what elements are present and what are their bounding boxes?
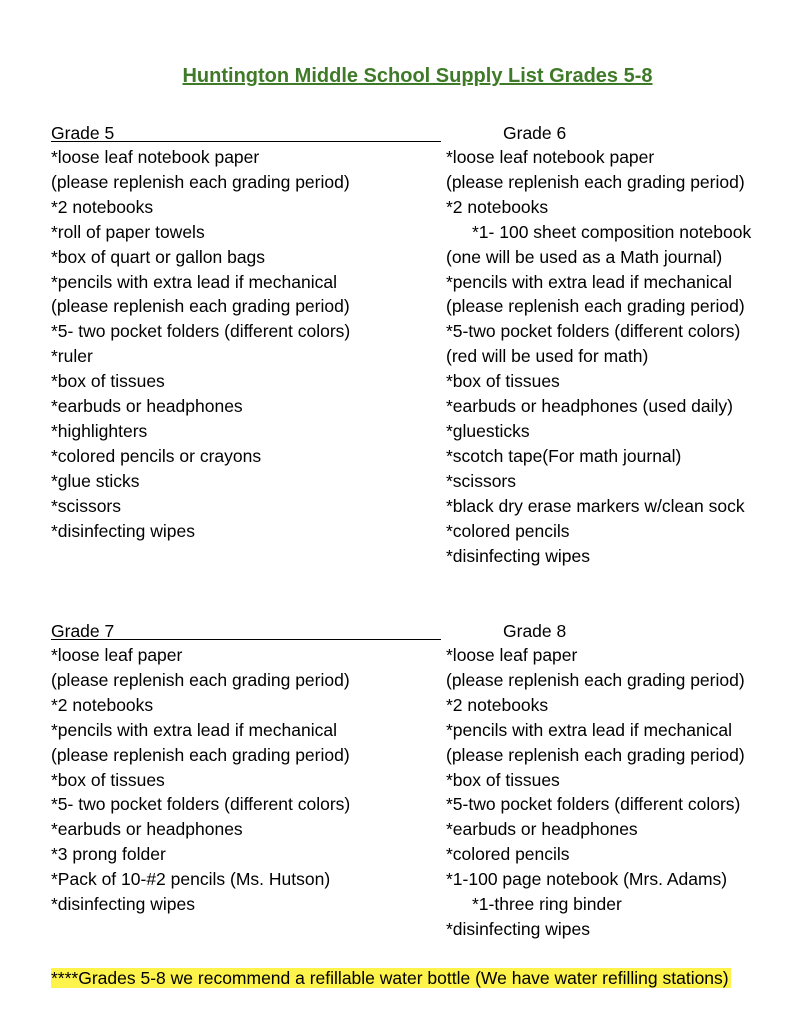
- grade-6-supply-list: [446, 145, 751, 568]
- heading-underline: [51, 639, 441, 640]
- grade-8-supply-list: [446, 643, 745, 942]
- supply-list-item: *scotch tape(For math journal): [446, 445, 682, 466]
- supply-list-item: (please replenish each grading period): [51, 171, 350, 192]
- supply-list-item: *gluesticks: [446, 420, 530, 441]
- supply-list-item: *5-two pocket folders (different colors): [446, 794, 741, 815]
- supply-list-item: *loose leaf paper: [446, 645, 578, 665]
- supply-list-item: (please replenish each grading period): [446, 171, 745, 192]
- supply-list-item: *ruler: [51, 346, 93, 367]
- footnote-highlight: ****Grades 5-8 we recommend a refillable water bottle (We have water refilling stations): [51, 968, 729, 988]
- page-title: Huntington Middle School Supply List Grades 5-8: [182, 65, 653, 87]
- supply-list-item: *loose leaf notebook paper: [51, 147, 260, 167]
- supply-list-item: *1-three ring binder: [472, 894, 622, 915]
- supply-list-item: *pencils with extra lead if mechanical: [446, 719, 732, 740]
- grade-5-heading: Grade 5: [51, 123, 115, 143]
- supply-list-item: *box of quart or gallon bags: [51, 246, 266, 267]
- grade-7-supply-list: [51, 643, 350, 917]
- supply-list-item: *Pack of 10-#2 pencils (Ms. Hutson): [51, 869, 331, 890]
- supply-list-item: *loose leaf notebook paper: [446, 147, 655, 167]
- water-bottle-footnote: [51, 966, 731, 991]
- grade-5-6-heading-row: [51, 121, 788, 145]
- supply-list-item: *black dry erase markers w/clean sock: [446, 495, 745, 516]
- supply-list-item: *colored pencils: [446, 520, 570, 541]
- supply-list-item: *2 notebooks: [51, 196, 154, 217]
- supply-list-item: *2 notebooks: [446, 694, 549, 715]
- supply-list-item: *pencils with extra lead if mechanical: [446, 271, 732, 292]
- supply-list-item: *highlighters: [51, 420, 148, 441]
- heading-underline: [51, 141, 441, 142]
- supply-list-item: *loose leaf paper: [51, 645, 183, 665]
- supply-list-item: *pencils with extra lead if mechanical: [51, 719, 337, 740]
- supply-list-item: *earbuds or headphones: [51, 819, 243, 840]
- supply-list-item: (please replenish each grading period): [446, 296, 745, 317]
- supply-list-item: *pencils with extra lead if mechanical: [51, 271, 337, 292]
- supply-list-item: *box of tissues: [51, 769, 165, 790]
- grade-6-heading: Grade 6: [503, 123, 567, 143]
- supply-list-item: (red will be used for math): [446, 346, 649, 367]
- supply-list-item: *5- two pocket folders (different colors): [51, 321, 351, 342]
- supply-list-item: (please replenish each grading period): [51, 296, 350, 317]
- grade-7-heading: Grade 7: [51, 621, 115, 641]
- supply-list-item: *2 notebooks: [446, 196, 549, 217]
- supply-list-item: *colored pencils: [446, 844, 570, 865]
- supply-list-item: *scissors: [446, 470, 517, 491]
- supply-list-item: *earbuds or headphones: [446, 819, 638, 840]
- supply-list-item: (please replenish each grading period): [51, 669, 350, 690]
- supply-list-item: *2 notebooks: [51, 694, 154, 715]
- supply-list-item: *disinfecting wipes: [51, 520, 195, 541]
- supply-list-item: *earbuds or headphones: [51, 396, 243, 417]
- supply-list-item: (please replenish each grading period): [446, 744, 745, 765]
- supply-list-item: (please replenish each grading period): [51, 744, 350, 765]
- supply-list-item: *box of tissues: [446, 769, 560, 790]
- supply-list-item: *box of tissues: [446, 371, 560, 392]
- supply-list-item: *disinfecting wipes: [51, 894, 195, 915]
- supply-list-item: *5- two pocket folders (different colors): [51, 794, 351, 815]
- supply-list-item: *3 prong folder: [51, 844, 166, 865]
- supply-list-item: (one will be used as a Math journal): [446, 246, 723, 267]
- supply-list-item: *roll of paper towels: [51, 221, 205, 242]
- supply-list-item: *scissors: [51, 495, 122, 516]
- supply-list-item: (please replenish each grading period): [446, 669, 745, 690]
- supply-list-item: *disinfecting wipes: [446, 545, 590, 566]
- supply-list-item: *1-100 page notebook (Mrs. Adams): [446, 869, 728, 890]
- supply-list-item: *1- 100 sheet composition notebook: [472, 221, 752, 242]
- supply-list-item: *colored pencils or crayons: [51, 445, 262, 466]
- supply-list-item: *5-two pocket folders (different colors): [446, 321, 741, 342]
- supply-list-item: *box of tissues: [51, 371, 165, 392]
- supply-list-item: *glue sticks: [51, 470, 140, 491]
- grade-8-heading: Grade 8: [503, 621, 567, 641]
- supply-list-item: *disinfecting wipes: [446, 918, 590, 939]
- grade-7-8-heading-row: [51, 619, 788, 643]
- supply-list-item: *earbuds or headphones (used daily): [446, 396, 733, 417]
- grade-5-supply-list: [51, 145, 350, 544]
